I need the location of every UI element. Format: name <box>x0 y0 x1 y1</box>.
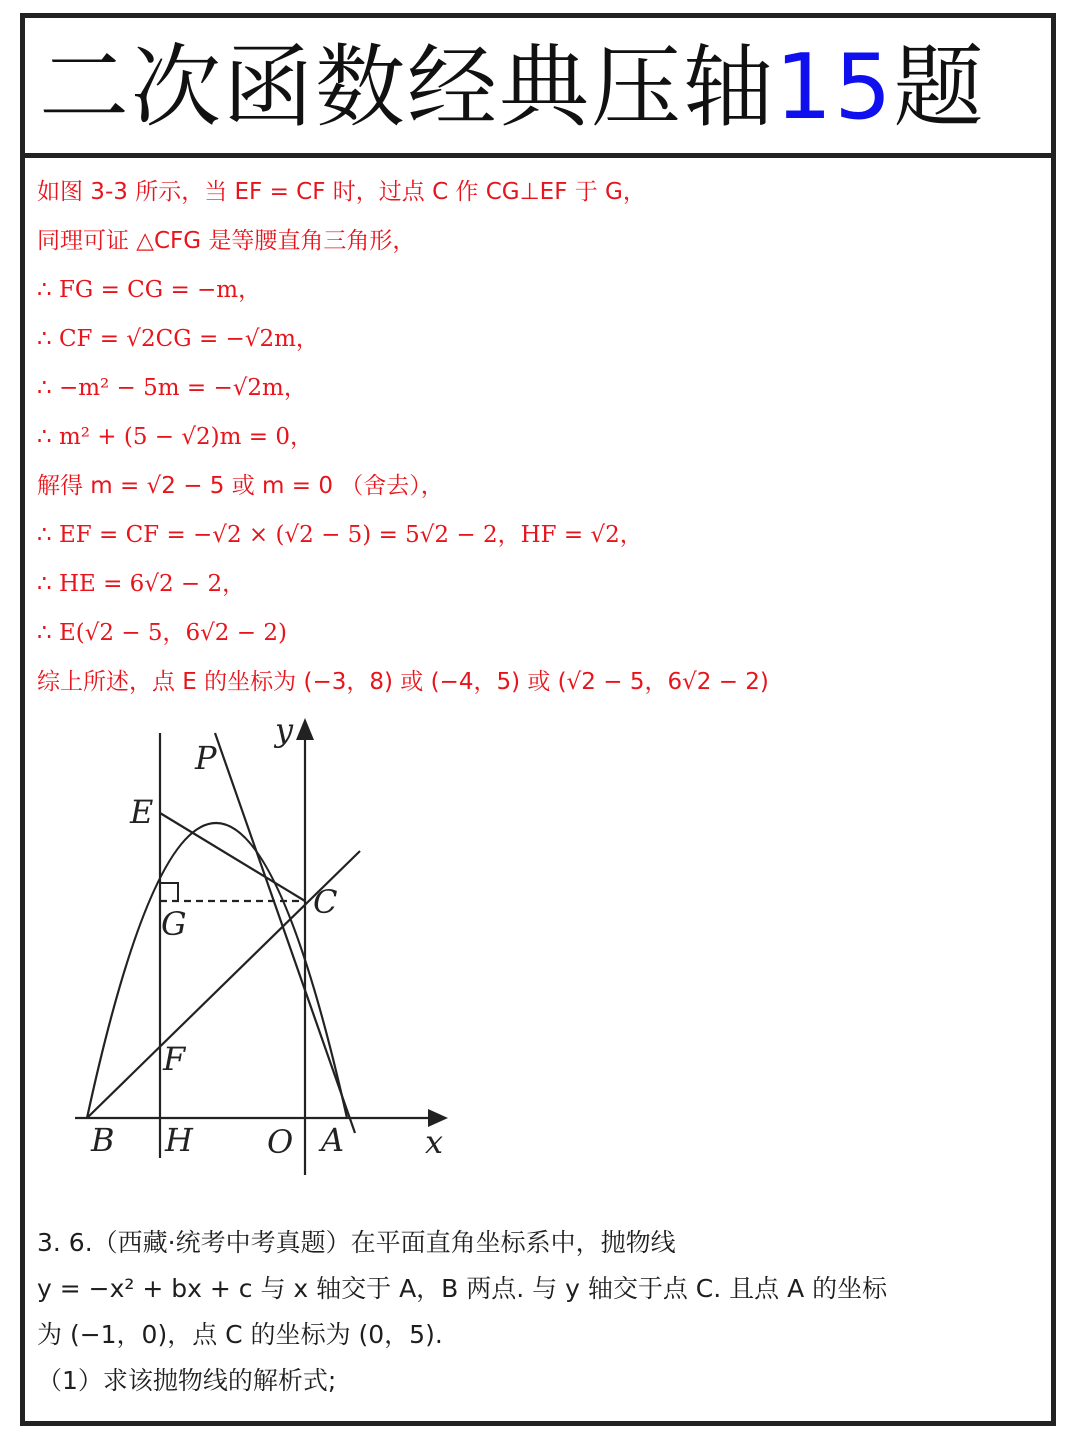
label-y: y <box>275 711 294 749</box>
solution-line: ∴ CF = √2CG = −√2m， <box>37 326 319 352</box>
solution-line: 解得 m = √2 − 5 或 m = 0 （舍去）， <box>37 473 444 499</box>
content-area <box>25 158 1051 1421</box>
parabola-curve <box>87 823 347 1118</box>
solution-line: 综上所述，点 E 的坐标为 (−3，8) 或 (−4，5) 或 (√2 − 5，6√2 − 2) <box>37 669 769 695</box>
solution-line: ∴ HE = 6√2 − 2， <box>37 571 246 597</box>
line-PA <box>215 733 355 1133</box>
label-H: H <box>165 1121 193 1159</box>
label-E: E <box>130 793 154 831</box>
label-F: F <box>163 1040 186 1078</box>
y-axis-arrow <box>296 718 314 740</box>
problem-block <box>37 1220 1039 1404</box>
title-banner <box>25 18 1051 158</box>
geometry-figure <box>55 703 475 1178</box>
title-end: 题 <box>893 35 986 140</box>
solution-line: ∴ FG = CG = −m， <box>37 277 262 303</box>
solution-block <box>37 168 1039 707</box>
solution-line: ∴ −m² − 5m = −√2m， <box>37 375 307 401</box>
problem-line: y = −x² + bx + c 与 x 轴交于 A，B 两点. 与 y 轴交于点 C. 且点 A 的坐标 <box>37 1274 888 1303</box>
line-EC <box>160 813 305 901</box>
solution-line: ∴ E(√2 − 5，6√2 − 2) <box>37 620 287 646</box>
label-x: x <box>425 1123 444 1161</box>
problem-line: （1）求该抛物线的解析式; <box>37 1366 337 1395</box>
solution-line: ∴ EF = CF = −√2 × (√2 − 5) = 5√2 − 2，HF = √2， <box>37 522 643 548</box>
page-title <box>39 35 986 140</box>
label-P: P <box>195 739 217 777</box>
label-A: A <box>321 1121 345 1159</box>
label-B: B <box>91 1121 115 1159</box>
solution-line: 同理可证 △CFG 是等腰直角三角形， <box>37 228 416 254</box>
title-number: 15 <box>775 35 894 140</box>
page-frame <box>20 13 1056 1426</box>
label-G: G <box>161 905 187 943</box>
right-angle-marker <box>160 883 178 901</box>
label-O: O <box>267 1123 294 1161</box>
solution-line: 如图 3-3 所示，当 EF = CF 时，过点 C 作 CG⊥EF 于 G， <box>37 179 646 205</box>
problem-line: 为 (−1，0)，点 C 的坐标为 (0，5). <box>37 1320 443 1349</box>
problem-line: 3. 6.（西藏·统考中考真题）在平面直角坐标系中，抛物线 <box>37 1228 676 1257</box>
solution-line: ∴ m² + (5 − √2)m = 0， <box>37 424 313 450</box>
label-C: C <box>313 883 338 921</box>
title-main: 二次函数经典压轴 <box>39 35 775 140</box>
